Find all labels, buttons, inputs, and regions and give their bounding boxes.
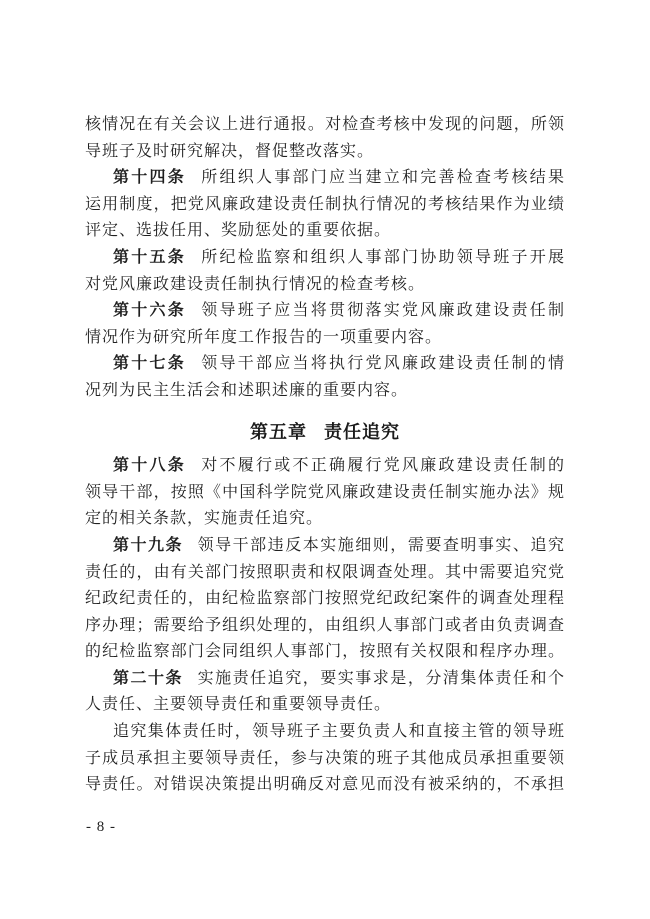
- chapter-title: 责任追究: [324, 421, 400, 442]
- text-line: 导班子及时研究解决，督促整改落实。: [85, 142, 375, 160]
- article-number: 第十八条: [113, 457, 186, 475]
- text-line: 况列为民主生活会和述职述廉的重要内容。: [85, 381, 409, 399]
- article-number: 第十五条: [113, 248, 186, 266]
- article-number: 第十六条: [113, 302, 186, 320]
- text-line: 情况作为研究所年度工作报告的一项重要内容。: [85, 328, 443, 346]
- article-text: 领导干部违反本实施细则，需要查明事实、追究: [197, 536, 565, 554]
- text-line: 序办理；需要给予组织处理的，由组织人事部门或者由负责调查: [85, 616, 565, 634]
- text-line: 纪政纪责任的，由纪检监察部门按照党纪政纪案件的调查处理程: [85, 590, 565, 608]
- article-number: 第十九条: [113, 536, 184, 554]
- article-line: [85, 351, 565, 378]
- article-text: 实施责任追究，要实事求是，分清集体责任和个: [197, 669, 565, 687]
- chapter-number: 第五章: [250, 421, 307, 442]
- article-number: 第十四条: [113, 169, 186, 187]
- text-line: 评定、选拔任用、奖励惩处的重要依据。: [85, 222, 392, 240]
- article-text: 领导干部应当将执行党风廉政建设责任制的情: [200, 355, 565, 373]
- text-line: 对党风廉政建设责任制执行情况的检查考核。: [85, 275, 426, 293]
- article-text: 所组织人事部门应当建立和完善检查考核结果: [200, 169, 565, 187]
- page-number: - 8 -: [86, 819, 116, 835]
- article-line: [85, 666, 565, 693]
- article-number: 第十七条: [113, 355, 186, 373]
- text-line: 导责任。对错误决策提出明确反对意见而没有被采纳的，不承担: [85, 776, 565, 794]
- article-line: [85, 533, 565, 560]
- text-line: 责任的，由有关部门按照职责和权限调查处理。其中需要追究党: [85, 563, 565, 581]
- article-line: [85, 245, 565, 272]
- article-line: [85, 453, 565, 480]
- text-line: 运用制度，把党风廉政建设责任制执行情况的考核结果作为业绩: [85, 195, 565, 213]
- text-line: 的纪检监察部门会同组织人事部门，按照有关权限和程序办理。: [85, 643, 565, 661]
- chapter-heading: [85, 419, 565, 446]
- document-body: [85, 112, 565, 799]
- text-line: 人责任、主要领导责任和重要领导责任。: [85, 696, 392, 714]
- text-line: 追究集体责任时，领导班子主要负责人和直接主管的领导班: [113, 723, 565, 741]
- text-line: 核情况在有关会议上进行通报。对检查考核中发现的问题，所领: [85, 116, 565, 133]
- text-line: 定的相关条款，实施责任追究。: [85, 510, 324, 528]
- article-line: [85, 298, 565, 325]
- text-line: 领导干部，按照《中国科学院党风廉政建设责任制实施办法》规: [85, 483, 565, 501]
- text-line: 子成员承担主要领导责任，参与决策的班子其他成员承担重要领: [85, 749, 565, 767]
- article-text: 所纪检监察和组织人事部门协助领导班子开展: [200, 248, 565, 266]
- article-number: 第二十条: [113, 669, 184, 687]
- article-text: 对不履行或不正确履行党风廉政建设责任制的: [200, 457, 565, 475]
- article-line: [85, 165, 565, 192]
- article-text: 领导班子应当将贯彻落实党风廉政建设责任制: [200, 302, 565, 320]
